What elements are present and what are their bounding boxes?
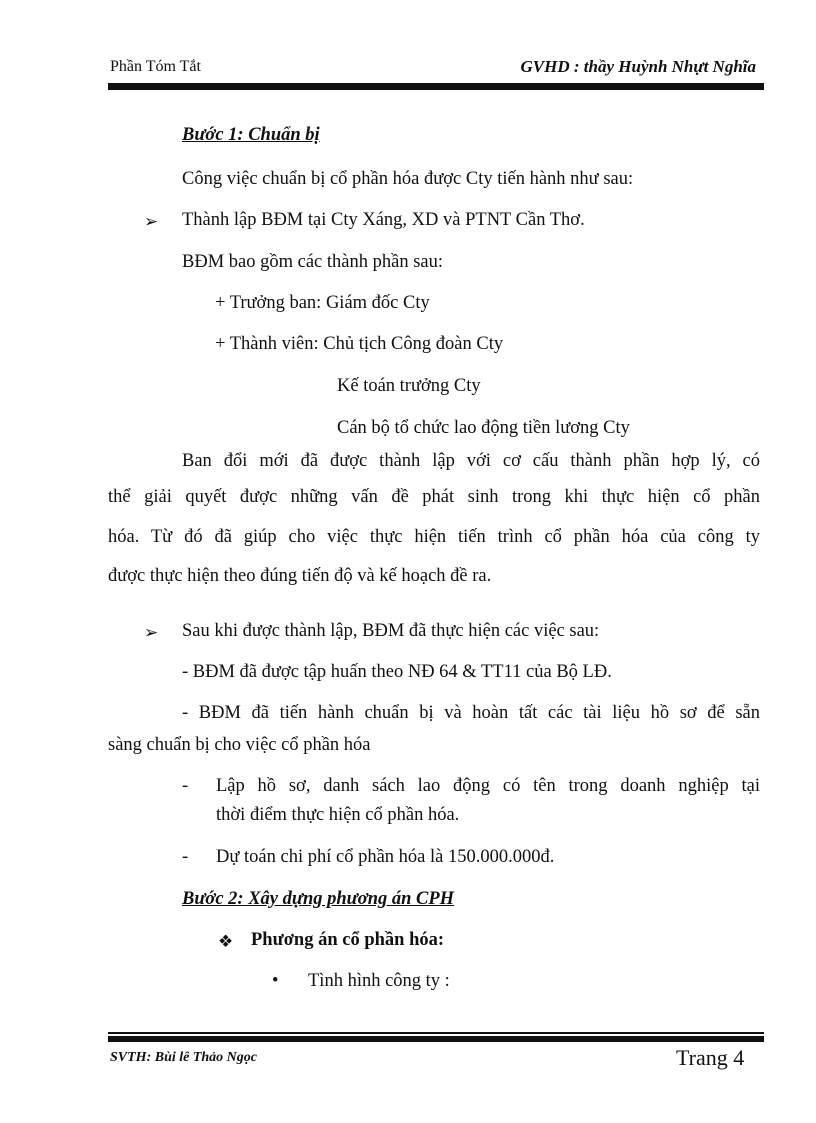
dash-records-line1: Lập hồ sơ, danh sách lao động có tên trong doanh nghiệp tại [216,776,760,796]
dash-marker: - [182,776,189,796]
bullet-form-board: Thành lập BĐM tại Cty Xáng, XD và PTNT Cần Thơ. [182,210,585,230]
step1-heading: Bước 1: Chuẩn bị [182,125,320,145]
member-members: + Thành viên: Chủ tịch Công đoàn Cty [215,334,504,354]
dash-prepare-line2: sàng chuẩn bị cho việc cổ phần hóa [108,735,371,755]
page-number: Trang 4 [676,1045,745,1070]
dash-budget: Dự toán chi phí cổ phần hóa là 150.000.000đ. [216,847,555,867]
diamond-bullet-icon: ❖ [218,932,234,951]
step2-heading: Bước 2: Xây dựng phương án CPH [182,889,455,909]
bullet-after-established: Sau khi được thành lập, BĐM đã thực hiện các việc sau: [182,621,600,641]
arrow-bullet-icon: ➢ [144,212,159,231]
paragraph-line: được thực hiện theo đúng tiến độ và kế hoạch đề ra. [108,566,492,586]
member-extra-hr: Cán bộ tổ chức lao động tiền lương Cty [337,418,630,438]
footer-rule-thick [108,1036,764,1042]
dash-records-line2: thời điểm thực hiện cổ phần hóa. [216,805,460,825]
header-right: GVHD : thầy Huỳnh Nhựt Nghĩa [520,57,756,76]
paragraph-line: hóa. Từ đó đã giúp cho việc thực hiện tiến trình cổ phần hóa của công ty [108,527,760,547]
footer-rule-thin [108,1032,764,1034]
member-extra-accountant: Kế toán trưởng Cty [337,376,481,396]
paragraph-line: Ban đổi mới đã được thành lập với cơ cấu thành phần hợp lý, có [182,451,760,471]
header-left: Phần Tóm Tắt [110,58,201,75]
member-head: + Trưởng ban: Giám đốc Cty [215,293,430,313]
step2-subheading: Phương án cổ phần hóa: [251,930,445,950]
step2-item: Tình hình công ty : [308,971,450,991]
dot-bullet-icon: • [272,971,279,991]
dash-training: - BĐM đã được tập huấn theo NĐ 64 & TT11 của Bộ LĐ. [182,662,612,682]
arrow-bullet-icon: ➢ [144,623,159,642]
paragraph-line: thể giải quyết được những vấn đề phát sinh trong khi thực hiện cổ phần [108,487,760,507]
dash-prepare-line1: - BĐM đã tiến hành chuẩn bị và hoàn tất các tài liệu hồ sơ để sẵn [182,703,760,723]
step1-intro: Công việc chuẩn bị cổ phần hóa được Cty tiến hành như sau: [182,169,634,189]
dash-marker: - [182,847,189,867]
members-intro: BĐM bao gồm các thành phần sau: [182,252,443,272]
header-rule [108,83,764,90]
footer-left: SVTH: Bùi lê Thảo Ngọc [110,1050,258,1065]
